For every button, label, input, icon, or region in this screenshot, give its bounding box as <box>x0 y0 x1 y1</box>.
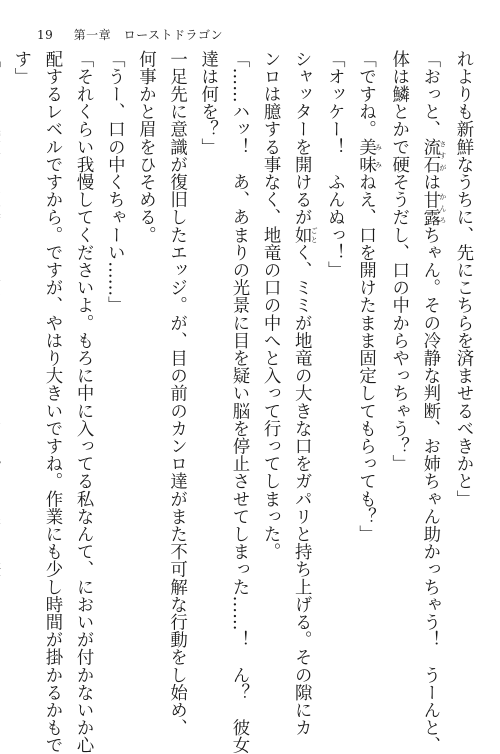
ruby-lead: シャッターを開けるが <box>291 50 312 226</box>
ruby-word: 美味 みみ <box>355 138 383 174</box>
text-line <box>285 50 319 737</box>
text-line: ンロは臆する事なく、地竜の口の中へと入って行ってしまった。 <box>260 50 281 561</box>
text-line <box>0 50 5 680</box>
text-line: 「オッケー！ ふんぬっ！」 <box>324 50 345 279</box>
ruby-lead: 「ですね。 <box>355 50 376 138</box>
text-line: 配するレベルですから。ですが、やはり大きいですね。作業にも少し時間が掛かるかもで <box>41 50 62 754</box>
ruby-word: 如 ごと <box>291 226 319 244</box>
ruby-tail: く、ミミが地竜の大きな口をガパリと持ち上げる。その隙にカ <box>291 243 312 737</box>
body-text <box>10 50 478 754</box>
chapter-title: 第一章 ローストドラゴン <box>73 28 224 42</box>
text-line <box>414 50 447 754</box>
text-line: 何事かと眉をひそめる。 <box>135 50 156 244</box>
text-line: 「うー、口の中くちゃーい……」 <box>104 50 125 314</box>
running-header <box>37 26 223 43</box>
text-line: れよりも新鮮なうちに、先にこちらを済ませるべきかと」 <box>453 50 473 508</box>
ruby-mid: は <box>419 173 440 191</box>
ruby-tail: ねえ、口を開けたまま固定してもらっても？」 <box>355 173 376 543</box>
text-line: 一足先に意識が復旧したエッジ。が、目の前のカンロ達がまた不可解な行動をし始め、 <box>166 50 187 737</box>
text-line: 体は鱗とかで硬そうだし、口の中からやっちゃう？」 <box>388 50 409 473</box>
ruby-word: 流石 さすが <box>419 138 447 174</box>
text-line <box>349 50 382 680</box>
ruby-lead: 「おっと、 <box>419 50 440 138</box>
text-line: 「それくらい我慢してくださいよ。もろに中に入ってる私なんて、においが付かないか心 <box>73 50 94 754</box>
text-line: 「……ハッ！ あ、あまりの光景に目を疑い脳を停止させてしまった……！ ん？ 彼女 <box>228 50 249 754</box>
ruby-word: 甘露 かんろ <box>419 190 447 227</box>
text-line: す」 <box>10 50 31 86</box>
ruby-tail: ちゃん。その冷静な判断、お姉ちゃん助かっちゃう！ うーんと、 <box>419 226 440 754</box>
text-line: 達は何を？」 <box>197 50 218 156</box>
page-number: 19 <box>37 28 54 42</box>
